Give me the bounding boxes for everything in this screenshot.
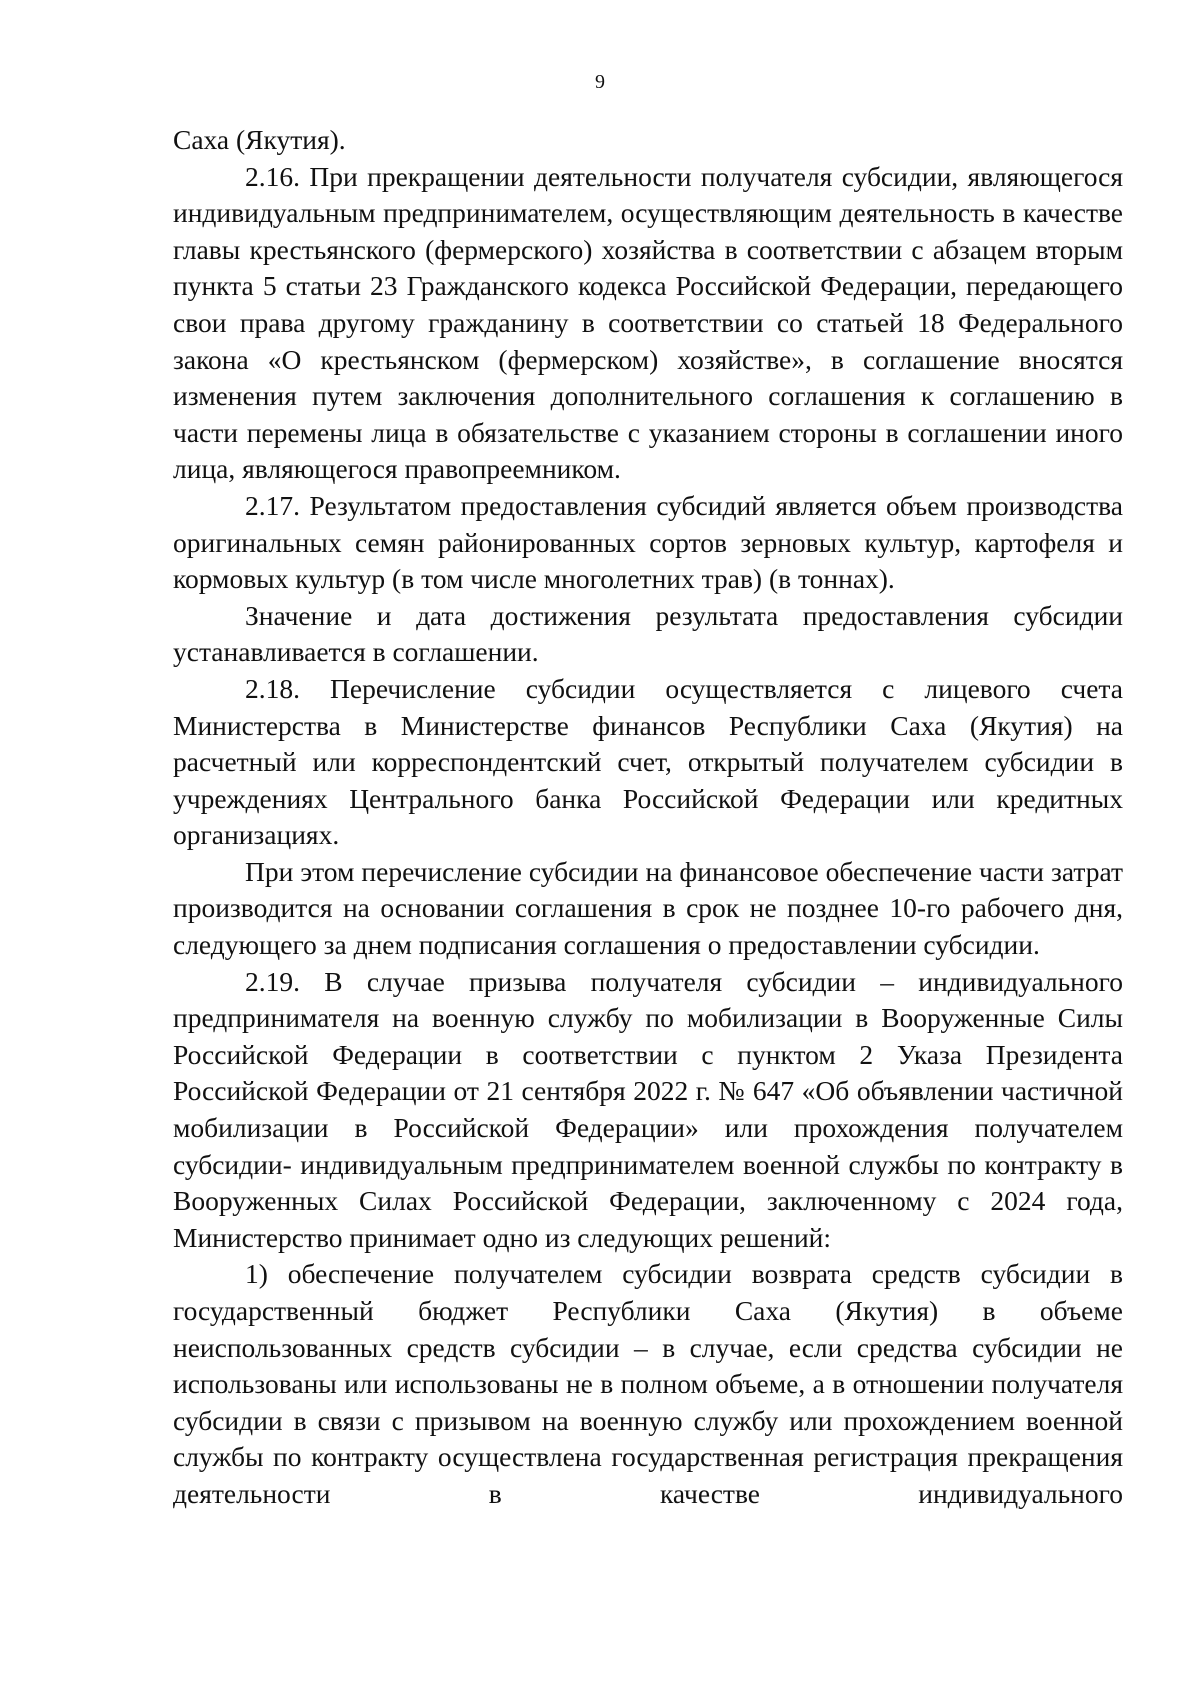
document-body	[173, 122, 1123, 1513]
page-number: 9	[595, 71, 605, 93]
paragraph-2-18: 2.18. Перечисление субсидии осуществляется с лицевого счета Министерства в Министерстве финансов Республики Саха (Якутия) на расчетный или корреспондентский счет, открытый получателем субсидии в учреждениях Центрального банка Российской Федерации или кредитных организациях.	[173, 672, 1123, 851]
paragraph-2-19: 2.19. В случае призыва получателя субсидии – индивидуального предпринимателя на военную службу по мобилизации в Вооруженные Силы Российской Федерации в соответствии с пунктом 2 Указа Президента Российской Федерации от 21 сентября 2022 г. № 647 «Об объявлении частичной мобилизации в Российской Федерации» или прохождения получателем субсидии- индивидуальным предпринимателем военной службы по контракту в Вооруженных Силах Российской Федерации, заключенному с 2024 года, Министерство принимает одно из следующих решений:	[173, 965, 1123, 1253]
paragraph-decision-1: 1) обеспечение получателем субсидии возврата средств субсидии в государственный бюджет Республики Саха (Якутия) в объеме неиспользованных средств субсидии – в случае, если средства субсидии не использованы или использованы не в полном объеме, а в отношении получателя субсидии в связи с призывом на военную службу или прохождением военной службы по контракту осуществлена государственная регистрация прекращения деятельности в качестве индивидуального	[173, 1258, 1123, 1509]
paragraph-continuation: Саха (Якутия).	[173, 124, 346, 155]
paragraph-result-value: Значение и дата достижения результата предоставления субсидии устанавливается в соглашении.	[173, 599, 1123, 668]
paragraph-2-17: 2.17. Результатом предоставления субсидий является объем производства оригинальных семян районированных сортов зерновых культур, картофеля и кормовых культур (в том числе многолетних трав) (в тоннах).	[173, 489, 1123, 595]
paragraph-transfer-terms: При этом перечисление субсидии на финансовое обеспечение части затрат производится на основании соглашения в срок не позднее 10-го рабочего дня, следующего за днем подписания соглашения о предоставлении субсидии.	[173, 855, 1123, 961]
paragraph-2-16: 2.16. При прекращении деятельности получателя субсидии, являющегося индивидуальным предпринимателем, осуществляющим деятельность в качестве главы крестьянского (фермерского) хозяйства в соответствии с абзацем вторым пункта 5 статьи 23 Гражданского кодекса Российской Федерации, передающего свои права другому гражданину в соответствии со статьей 18 Федерального закона «О крестьянском (фермерском) хозяйстве», в соглашение вносятся изменения путем заключения дополнительного соглашения к соглашению в части перемены лица в обязательстве с указанием стороны в соглашении иного лица, являющегося правопреемником.	[173, 160, 1123, 485]
